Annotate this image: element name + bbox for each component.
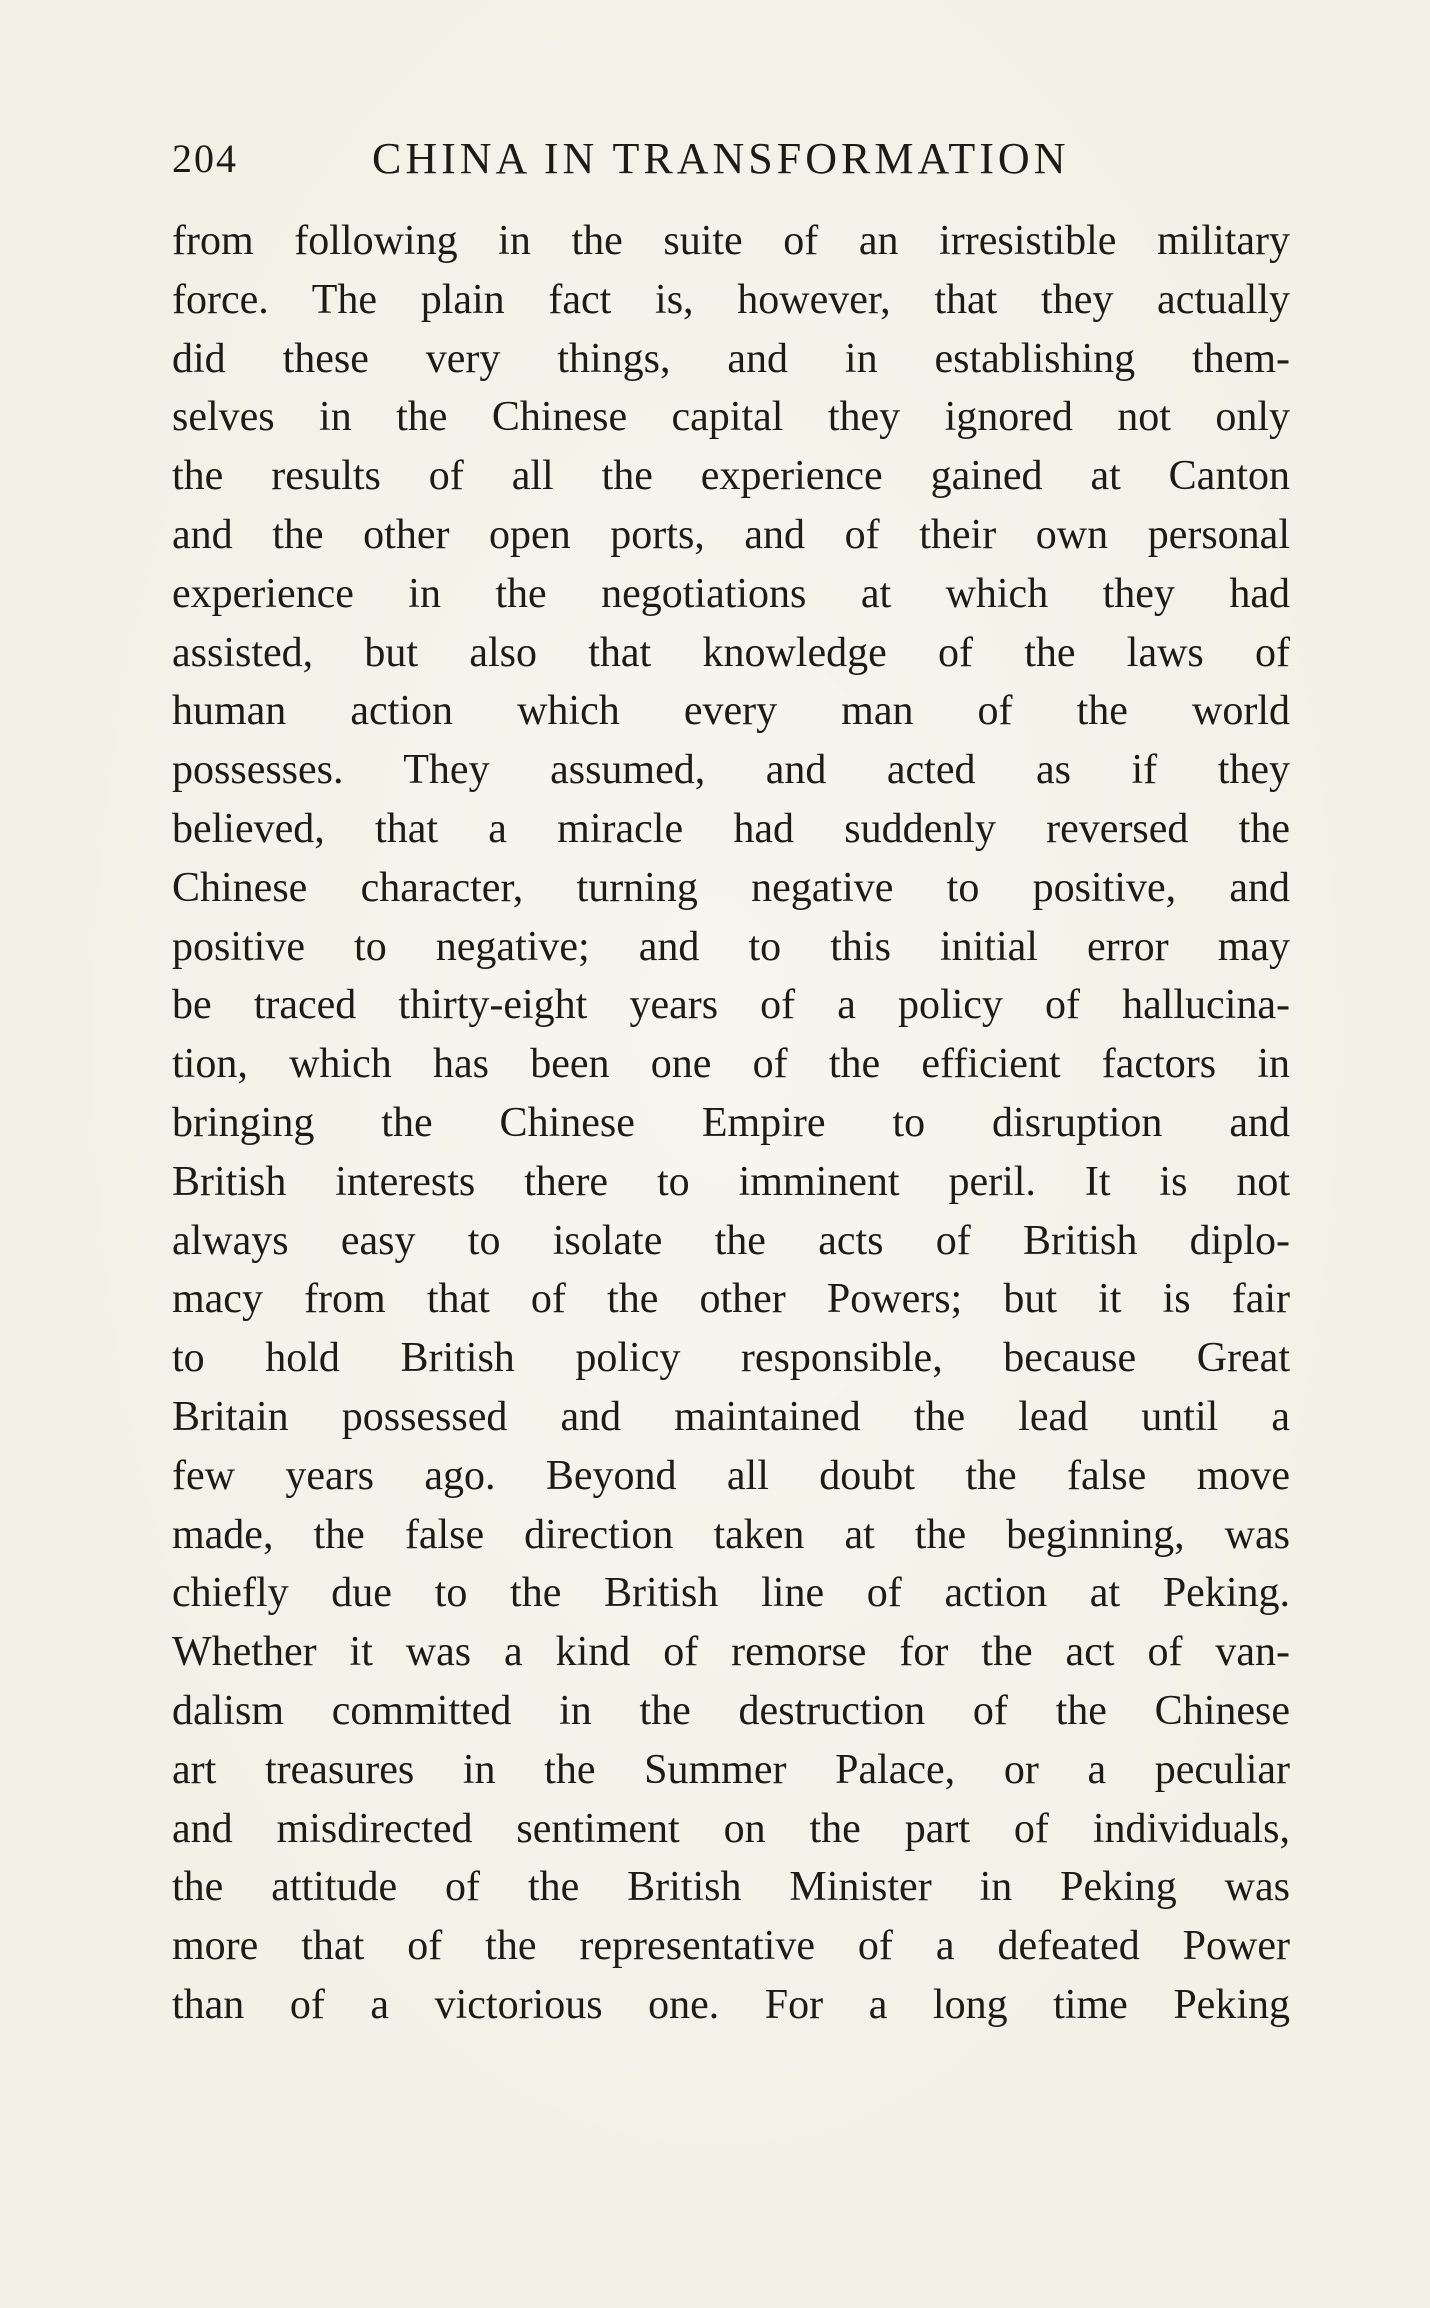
text-line: selves in the Chinese capital they ignored not only <box>172 394 1290 441</box>
text-line: the results of all the experience gained at Canton <box>172 453 1290 500</box>
running-head <box>172 134 1290 184</box>
body-text <box>172 212 1290 2035</box>
text-line: and misdirected sentiment on the part of individuals, <box>172 1805 1290 1852</box>
text-line: from following in the suite of an irresistible military <box>172 218 1290 264</box>
text-line: the attitude of the British Minister in Peking was <box>172 1864 1290 1911</box>
text-line: macy from that of the other Powers; but it is fair <box>172 1276 1290 1323</box>
text-line: Chinese character, turning negative to positive, and <box>172 864 1290 911</box>
text-line: human action which every man of the world <box>172 688 1290 735</box>
text-line: Whether it was a kind of remorse for the act of van- <box>172 1629 1290 1676</box>
text-line: than of a victorious one. For a long time Peking <box>172 1981 1290 2028</box>
text-line: to hold British policy responsible, because Great <box>172 1335 1290 1382</box>
text-line: art treasures in the Summer Palace, or a peculiar <box>172 1746 1290 1793</box>
text-line: tion, which has been one of the efficient factors in <box>172 1041 1290 1088</box>
text-line: bringing the Chinese Empire to disruption and <box>172 1099 1290 1146</box>
text-line: dalism committed in the destruction of the Chinese <box>172 1687 1290 1734</box>
text-line: made, the false direction taken at the beginning, was <box>172 1511 1290 1558</box>
text-line: and the other open ports, and of their own personal <box>172 511 1290 558</box>
text-line: Britain possessed and maintained the lead until a <box>172 1393 1290 1440</box>
page-number: 204 <box>172 136 238 181</box>
text-line: positive to negative; and to this initial error may <box>172 923 1290 970</box>
text-line: believed, that a miracle had suddenly reversed the <box>172 805 1290 852</box>
text-line: always easy to isolate the acts of British diplo- <box>172 1217 1290 1264</box>
text-line: chiefly due to the British line of action at Peking. <box>172 1570 1290 1617</box>
text-line: British interests there to imminent peril. It is not <box>172 1158 1290 1205</box>
text-line: possesses. They assumed, and acted as if they <box>172 747 1290 794</box>
text-line: be traced thirty-eight years of a policy of hallucina- <box>172 982 1290 1029</box>
text-line: few years ago. Beyond all doubt the false move <box>172 1452 1290 1499</box>
running-title: CHINA IN TRANSFORMATION <box>372 134 1070 183</box>
text-line: experience in the negotiations at which they had <box>172 570 1290 617</box>
text-line: force. The plain fact is, however, that they actually <box>172 276 1290 323</box>
text-line: assisted, but also that knowledge of the laws of <box>172 629 1290 676</box>
text-line: did these very things, and in establishing them- <box>172 335 1290 382</box>
text-line: more that of the representative of a defeated Power <box>172 1923 1290 1970</box>
